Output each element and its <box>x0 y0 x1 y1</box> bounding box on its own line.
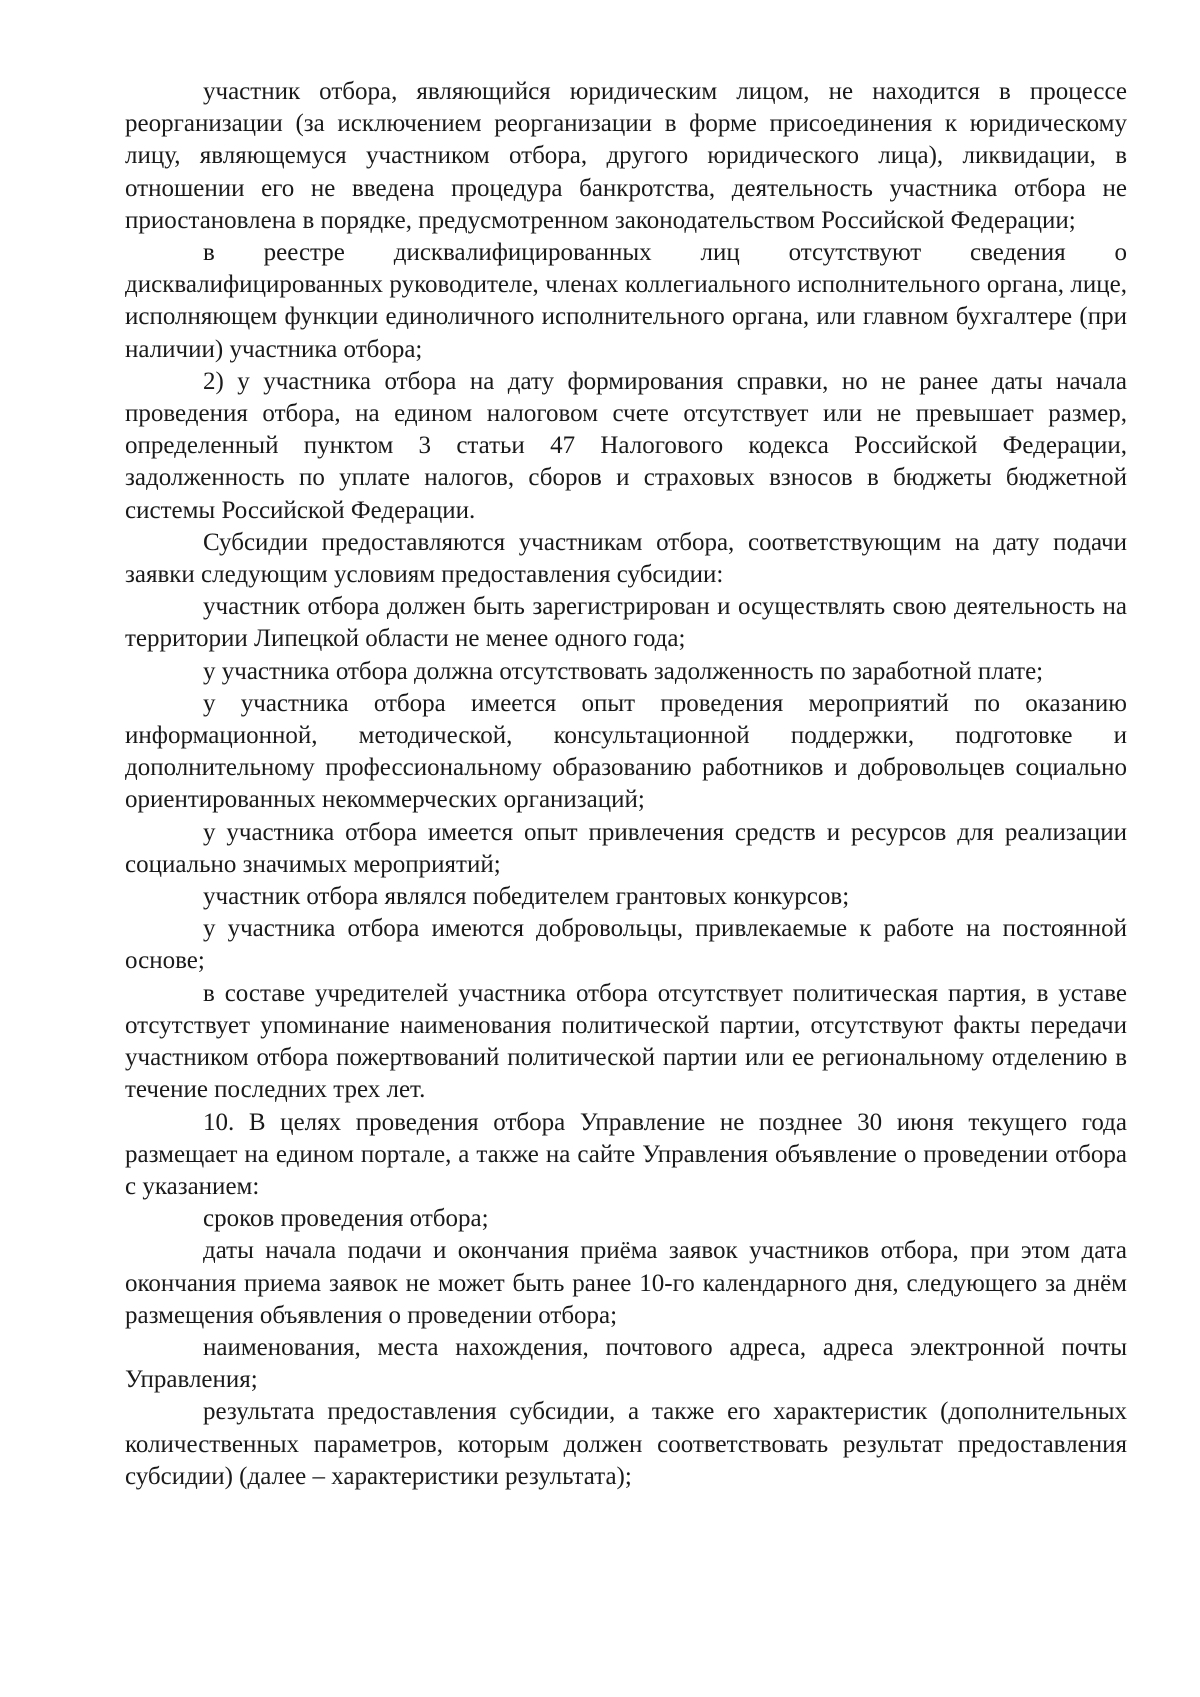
paragraph-16: результата предоставления субсидии, а также его характеристик (дополнительных количественных параметров, которым должен соответствовать результат предоставления субсидии) (далее – характеристики результата); <box>125 1398 1127 1490</box>
document-page <box>125 76 1127 1493</box>
paragraph-2: в реестре дисквалифицированных лиц отсутствуют сведения о дисквалифицированных руководителе, членах коллегиального исполнительного органа, лице, исполняющем функции единоличного исполнительного органа, или главном бухгалтере (при наличии) участника отбора; <box>125 239 1127 363</box>
paragraph-15: наименования, места нахождения, почтового адреса, адреса электронной почты Управления; <box>125 1333 1127 1394</box>
paragraph-8: у участника отбора имеется опыт привлечения средств и ресурсов для реализации социально значимых мероприятий; <box>125 818 1127 878</box>
paragraph-14: даты начала подачи и окончания приёма заявок участников отбора, при этом дата окончания приема заявок не может быть ранее 10-го календарного дня, следующего за днём размещения объявления о проведении отбора; <box>125 1237 1127 1329</box>
paragraph-4: Субсидии предоставляются участникам отбора, соответствующим на дату подачи заявки следующим условиям предоставления субсидии: <box>125 528 1127 589</box>
paragraph-3: 2) у участника отбора на дату формирования справки, но не ранее даты начала проведения отбора, на едином налоговом счете отсутствует или не превышает размер, определенный пунктом 3 статьи 47 Налогового кодекса Российской Федерации, задолженность по уплате налогов, сборов и страховых взносов в бюджеты бюджетной системы Российской Федерации. <box>125 367 1127 524</box>
paragraph-9: участник отбора являлся победителем грантовых конкурсов; <box>203 883 850 911</box>
paragraph-12: 10. В целях проведения отбора Управление не позднее 30 июня текущего года размещает на едином портале, а также на сайте Управления объявление о проведении отбора с указанием: <box>125 1108 1127 1200</box>
paragraph-7: у участника отбора имеется опыт проведения мероприятий по оказанию информационной, методической, консультационной поддержки, подготовке и дополнительному профессиональному образованию работников и добровольцев социально ориентированных некоммерческих организаций; <box>125 689 1127 814</box>
paragraph-5: участник отбора должен быть зарегистрирован и осуществлять свою деятельность на территории Липецкой области не менее одного года; <box>125 593 1127 653</box>
paragraph-1: участник отбора, являющийся юридическим лицом, не находится в процессе реорганизации (за исключением реорганизации в форме присоединения к юридическому лицу, являющемуся участником отбора, другого юридического лица), ликвидации, в отношении его не введена процедура банкротства, деятельность участника отбора не приостановлена в порядке, предусмотренном законодательством Российской Федерации; <box>125 78 1127 234</box>
paragraph-13: сроков проведения отбора; <box>203 1205 489 1233</box>
paragraph-6: у участника отбора должна отсутствовать задолженность по заработной плате; <box>203 657 1044 685</box>
paragraph-10: у участника отбора имеются добровольцы, привлекаемые к работе на постоянной основе; <box>125 915 1127 975</box>
paragraph-11: в составе учредителей участника отбора отсутствует политическая партия, в уставе отсутствует упоминание наименования политической партии, отсутствуют факты передачи участником отбора пожертвований политической партии или ее региональному отделению в течение последних трех лет. <box>125 979 1127 1104</box>
